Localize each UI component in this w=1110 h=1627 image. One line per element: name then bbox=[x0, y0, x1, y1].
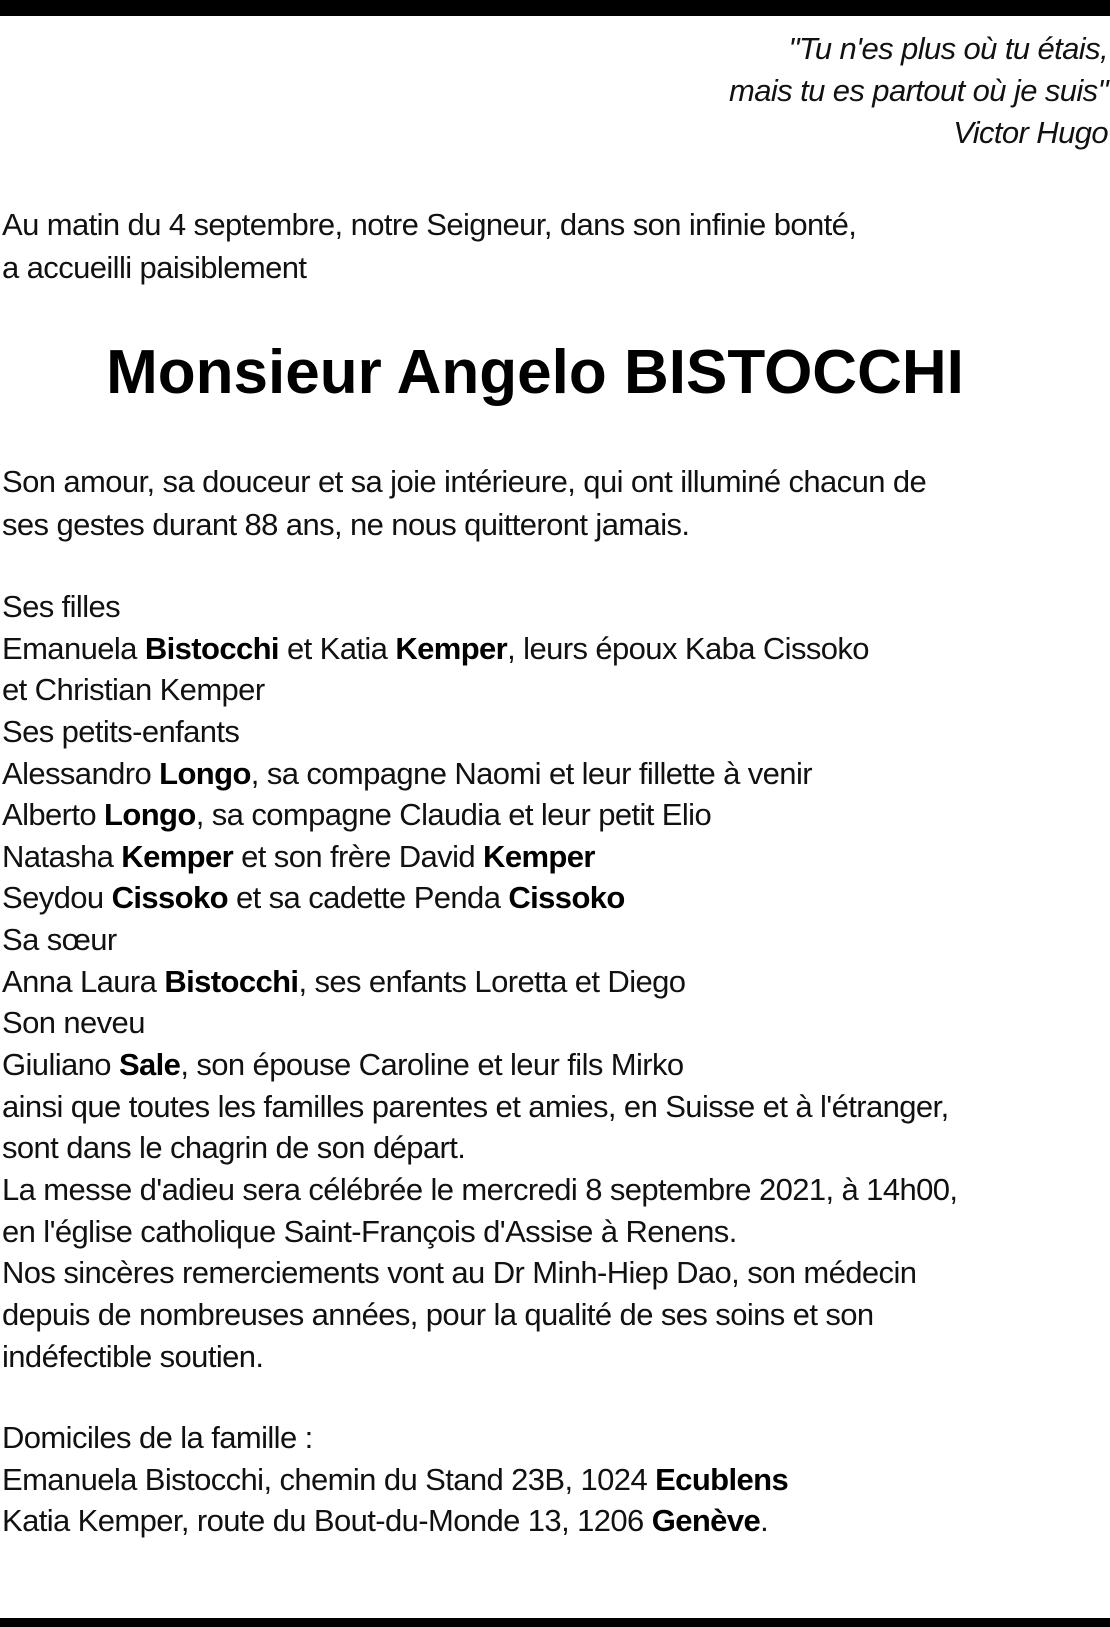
sister-heading: Sa sœur bbox=[2, 922, 117, 958]
daughters-line bbox=[2, 628, 1102, 670]
quote-line: "Tu n'es plus où tu étais, bbox=[788, 31, 1108, 66]
addresses-heading: Domiciles de la famille : bbox=[2, 1420, 313, 1455]
grandchild-line bbox=[2, 794, 1102, 836]
text-run: Natasha bbox=[2, 838, 122, 874]
surname: Kemper bbox=[395, 630, 508, 666]
quote-author: Victor Hugo bbox=[953, 115, 1108, 150]
tribute-text bbox=[2, 460, 1102, 546]
text-run: Emanuela Bistocchi, chemin du Stand 23B, 1024 bbox=[2, 1461, 656, 1497]
text-run: , sa compagne Naomi et leur fillette à venir bbox=[250, 755, 812, 791]
surname: Cissoko bbox=[508, 880, 625, 916]
mass-line: en l'église catholique Saint-François d'Assise à Renens. bbox=[2, 1213, 737, 1249]
text-run: Giuliano bbox=[2, 1047, 119, 1083]
thanks-line: indéfectible soutien. bbox=[2, 1338, 264, 1374]
text-run: , leurs époux Kaba Cissoko bbox=[507, 630, 869, 666]
quote-line: mais tu es partout où je suis" bbox=[729, 73, 1108, 108]
intro-text bbox=[2, 203, 1102, 289]
tribute-line: ses gestes durant 88 ans, ne nous quitteront jamais. bbox=[2, 507, 690, 542]
daughters-heading: Ses filles bbox=[2, 589, 121, 624]
text-run: Seydou bbox=[2, 880, 112, 916]
family-addresses bbox=[2, 1417, 1102, 1542]
text-run: , ses enfants Loretta et Diego bbox=[298, 963, 686, 999]
grandchildren-heading: Ses petits-enfants bbox=[2, 713, 240, 749]
text-run: , sa compagne Claudia et leur petit Elio bbox=[195, 797, 712, 833]
bottom-border bbox=[0, 1618, 1110, 1627]
intro-line: a accueilli paisiblement bbox=[2, 250, 307, 285]
text-run: et sa cadette Penda bbox=[227, 880, 509, 916]
address-line bbox=[2, 1500, 1102, 1542]
text-run: Emanuela bbox=[2, 630, 145, 666]
text-run: Anna Laura bbox=[2, 963, 165, 999]
grandchild-line bbox=[2, 836, 1102, 878]
mass-line: La messe d'adieu sera célébrée le mercredi 8 septembre 2021, à 14h00, bbox=[2, 1171, 958, 1207]
text-run: et son frère David bbox=[233, 838, 484, 874]
nephew-line bbox=[2, 1044, 1102, 1086]
text-run: Katia Kemper, route du Bout-du-Monde 13, 1206 bbox=[2, 1503, 652, 1538]
city: Ecublens bbox=[655, 1461, 789, 1497]
city: Genève bbox=[651, 1503, 761, 1538]
sister-line bbox=[2, 961, 1102, 1003]
surname: Bistocchi bbox=[164, 963, 299, 999]
deceased-name: Monsieur Angelo BISTOCCHI bbox=[106, 338, 964, 407]
nephew-heading: Son neveu bbox=[2, 1005, 145, 1041]
address-line bbox=[2, 1459, 1102, 1501]
surname: Longo bbox=[104, 797, 196, 833]
text-run: Alessandro bbox=[2, 755, 160, 791]
grandchild-line bbox=[2, 877, 1102, 919]
surname: Kemper bbox=[121, 838, 234, 874]
text-run: et Katia bbox=[278, 630, 396, 666]
surname: Kemper bbox=[483, 838, 595, 874]
thanks-line: Nos sincères remerciements vont au Dr Minh-Hiep Dao, son médecin bbox=[2, 1255, 917, 1291]
relatives-line: ainsi que toutes les familles parentes et amies, en Suisse et à l'étranger, bbox=[2, 1088, 949, 1124]
family-list bbox=[2, 586, 1102, 1377]
text-run: . bbox=[760, 1503, 769, 1538]
text-run: , son épouse Caroline et leur fils Mirko bbox=[180, 1047, 684, 1083]
surname: Sale bbox=[118, 1047, 181, 1083]
text-run: Alberto bbox=[2, 797, 105, 833]
surname: Longo bbox=[159, 755, 251, 791]
surname: Bistocchi bbox=[144, 630, 279, 666]
relatives-line: sont dans le chagrin de son départ. bbox=[2, 1130, 466, 1166]
daughters-line-2: et Christian Kemper bbox=[2, 672, 265, 708]
tribute-line: Son amour, sa douceur et sa joie intérieure, qui ont illuminé chacun de bbox=[2, 464, 927, 499]
intro-line: Au matin du 4 septembre, notre Seigneur, dans son infinie bonté, bbox=[2, 207, 857, 242]
surname: Cissoko bbox=[111, 880, 228, 916]
epigraph-quote bbox=[729, 28, 1108, 154]
thanks-line: depuis de nombreuses années, pour la qualité de ses soins et son bbox=[2, 1296, 874, 1332]
grandchild-line bbox=[2, 753, 1102, 795]
